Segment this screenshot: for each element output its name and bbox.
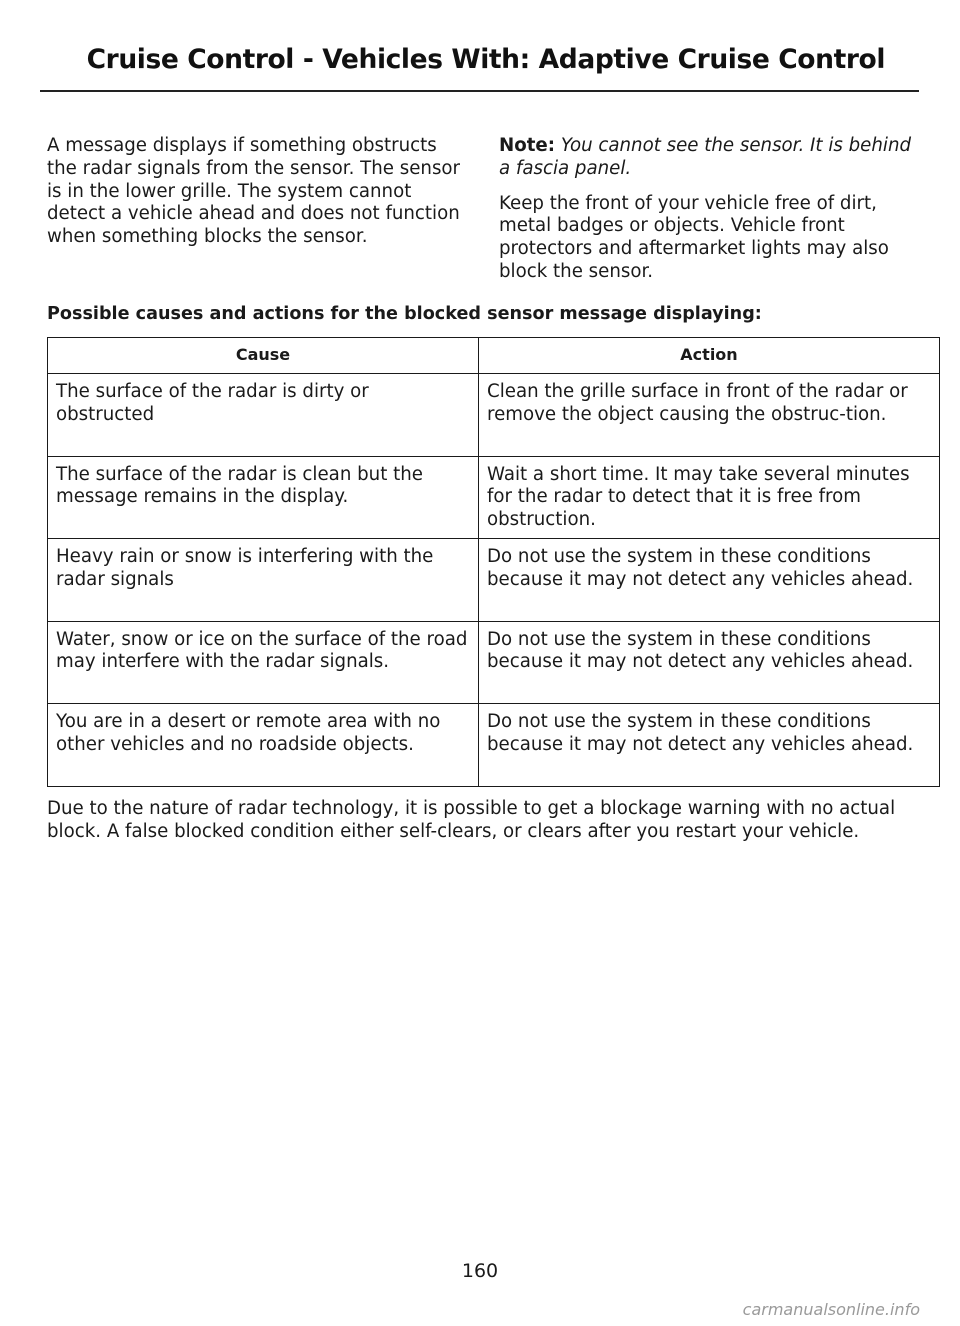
left-column [47, 135, 467, 249]
cause-cell: You are in a desert or remote area with no other vehicles and no roadside objects. [48, 704, 479, 787]
causes-actions-table [47, 337, 940, 787]
action-cell: Clean the grille surface in front of the radar or remove the object causing the obstruc-tion. [479, 374, 940, 457]
page-number: 160 [461, 1260, 499, 1282]
watermark: carmanualsonline.info [742, 1300, 920, 1319]
note-text: You cannot see the sensor. It is behind a fascia panel. [499, 135, 912, 179]
action-cell: Wait a short time. It may take several minutes for the radar to detect that it is free from obstruction. [479, 456, 940, 539]
action-cell: Do not use the system in these conditions because it may not detect any vehicles ahead. [479, 704, 940, 787]
table-row [48, 621, 940, 704]
table-row [48, 704, 940, 787]
header-divider [40, 90, 919, 92]
table-row [48, 539, 940, 622]
cause-cell: Water, snow or ice on the surface of the road may interfere with the radar signals. [48, 621, 479, 704]
sensor-paragraph: Keep the front of your vehicle free of dirt, metal badges or objects. Vehicle front protectors and aftermarket lights may also block the sensor. [499, 192, 889, 282]
note-label: Note: [499, 135, 556, 156]
action-cell: Do not use the system in these conditions because it may not detect any vehicles ahead. [479, 539, 940, 622]
table-heading: Possible causes and actions for the blocked sensor message displaying: [47, 304, 762, 324]
table-header-row [48, 338, 940, 374]
column-header-action: Action [479, 338, 940, 374]
table-row [48, 374, 940, 457]
cause-cell: The surface of the radar is dirty or obstructed [48, 374, 479, 457]
action-cell: Do not use the system in these conditions because it may not detect any vehicles ahead. [479, 621, 940, 704]
cause-cell: Heavy rain or snow is interfering with the radar signals [48, 539, 479, 622]
table-row [48, 456, 940, 539]
footnote-paragraph: Due to the nature of radar technology, it is possible to get a blockage warning with no actual block. A false blocked condition either self-clears, or clears after you restart your vehicle. [47, 798, 896, 842]
page-title: Cruise Control - Vehicles With: Adaptive Cruise Control [86, 44, 885, 75]
intro-paragraph: A message displays if something obstructs the radar signals from the sensor. The sensor is in the lower grille. The system cannot detect a vehicle ahead and does not function when something blocks the sensor. [47, 135, 461, 248]
column-header-cause: Cause [48, 338, 479, 374]
cause-cell: The surface of the radar is clean but the message remains in the display. [48, 456, 479, 539]
note-paragraph [499, 135, 919, 181]
right-column [499, 135, 919, 284]
